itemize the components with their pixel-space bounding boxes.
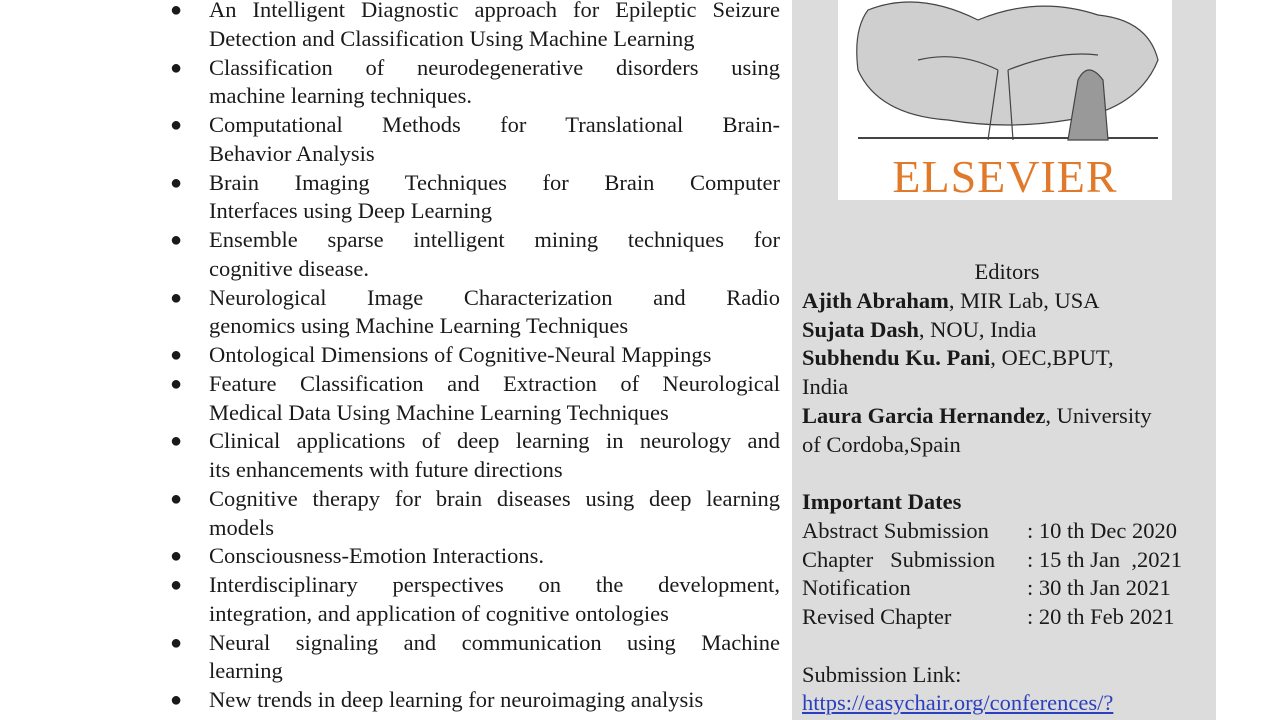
- topic-line: Cognitive therapy for brain diseases using deep learning: [209, 485, 780, 511]
- topic-line: An Intelligent Diagnostic approach for Epileptic Seizure: [209, 0, 780, 22]
- date-value: : 10 th Dec 2020: [1027, 517, 1177, 543]
- bullet-icon: ●: [170, 487, 183, 510]
- editor-affiliation-cont: of Cordoba,Spain: [802, 431, 961, 457]
- topic-line: cognitive disease.: [209, 255, 369, 281]
- bullet-icon: ●: [170, 372, 183, 395]
- editor-name: Subhendu Ku. Pani: [802, 345, 991, 371]
- topic-line: Brain Imaging Techniques for Brain Computer: [209, 169, 780, 195]
- topic-line: Behavior Analysis: [209, 140, 375, 166]
- topic-item: [170, 284, 780, 342]
- logo-text: ELSEVIER: [892, 151, 1118, 202]
- topic-line: genomics using Machine Learning Techniques: [209, 313, 629, 339]
- submission-link[interactable]: https://easychair.org/conferences/?: [802, 690, 1114, 716]
- bullet-icon: ●: [170, 56, 183, 79]
- date-row: [802, 603, 1212, 632]
- topic-item: [170, 111, 780, 169]
- topic-item: [170, 169, 780, 227]
- topic-line: New trends in deep learning for neuroimaging analysis: [209, 687, 704, 712]
- bullet-icon: ●: [170, 229, 183, 251]
- topic-line: integration, and application of cognitive ontologies: [209, 600, 669, 626]
- submission-label: Submission Link:: [802, 661, 962, 687]
- topic-item: [170, 54, 780, 112]
- editor-affiliation: , MIR Lab, USA: [948, 287, 1100, 313]
- bullet-icon: ●: [170, 545, 183, 568]
- editor-name: Sujata Dash: [802, 316, 919, 342]
- topic-line: Classification of neurodegenerative disorders using: [209, 54, 780, 80]
- topic-line: Detection and Classification Using Machine Learning: [209, 25, 695, 51]
- editor: [802, 344, 1212, 373]
- date-row: [802, 546, 1212, 575]
- date-label: Notification: [802, 575, 911, 601]
- editor-name: Laura Garcia Hernandez: [802, 402, 1046, 428]
- date-value: : 30 th Jan 2021: [1027, 575, 1171, 601]
- tree-logo-icon: [838, 0, 1172, 150]
- editor: [802, 316, 1212, 345]
- editor-affiliation: , University: [1045, 402, 1152, 428]
- topic-line: machine learning techniques.: [209, 83, 473, 109]
- date-label: Revised Chapter: [802, 604, 952, 629]
- topic-item: [170, 370, 780, 428]
- topic-line: Ensemble sparse intelligent mining techniques for: [209, 227, 780, 252]
- topic-item: [170, 485, 780, 543]
- topic-item: [170, 542, 780, 571]
- editors-heading: Editors: [974, 259, 1040, 284]
- topic-item: [170, 226, 780, 284]
- topic-line: Interdisciplinary perspectives on the development,: [209, 572, 780, 597]
- elsevier-logo: [838, 0, 1172, 200]
- topic-line: Clinical applications of deep learning in neurology and: [209, 428, 780, 454]
- date-row: [802, 517, 1212, 546]
- dates-heading: Important Dates: [802, 489, 962, 514]
- bullet-icon: ●: [170, 114, 183, 136]
- sidebar-panel: [792, 0, 1216, 720]
- editor-affiliation: , NOU, India: [918, 316, 1037, 342]
- topic-line: Interfaces using Deep Learning: [209, 198, 492, 224]
- topic-item: [170, 629, 780, 687]
- editor: [802, 402, 1212, 431]
- info-block: [802, 258, 1212, 718]
- bullet-icon: ●: [170, 171, 183, 194]
- topic-line: Consciousness-Emotion Interactions.: [209, 543, 544, 569]
- topics-list: [170, 0, 780, 715]
- topic-line: Medical Data Using Machine Learning Techniques: [209, 399, 669, 425]
- topic-line: its enhancements with future directions: [209, 457, 563, 482]
- date-value: : 20 th Feb 2021: [1027, 604, 1175, 629]
- bullet-icon: ●: [170, 574, 183, 596]
- topic-line: Computational Methods for Translational Brain-: [209, 112, 780, 137]
- topic-item: [170, 341, 780, 370]
- date-label: Abstract Submission: [802, 517, 989, 543]
- topic-item: [170, 427, 780, 485]
- date-row: [802, 574, 1212, 603]
- topic-line: Ontological Dimensions of Cognitive-Neural Mappings: [209, 342, 712, 367]
- topic-line: Neurological Image Characterization and Radio: [209, 284, 780, 310]
- bullet-icon: ●: [170, 0, 183, 21]
- bullet-icon: ●: [170, 689, 183, 711]
- editor: [802, 287, 1212, 316]
- editor-name: Ajith Abraham: [802, 287, 949, 313]
- topic-line: learning: [209, 658, 283, 684]
- topic-line: Neural signaling and communication using Machine: [209, 629, 780, 655]
- date-value: : 15 th Jan ,2021: [1027, 546, 1182, 572]
- topic-item: [170, 686, 780, 715]
- editor-affiliation: , OEC,BPUT,: [990, 345, 1114, 371]
- bullet-icon: ●: [170, 631, 183, 654]
- date-label: Chapter Submission: [802, 546, 996, 572]
- topic-item: [170, 0, 780, 54]
- editor-affiliation-cont: India: [802, 374, 849, 399]
- bullet-icon: ●: [170, 344, 183, 366]
- bullet-icon: ●: [170, 430, 183, 453]
- topic-line: models: [209, 514, 274, 540]
- topic-item: [170, 571, 780, 629]
- bullet-icon: ●: [170, 286, 183, 309]
- topic-line: Feature Classification and Extraction of Neurological: [209, 370, 780, 396]
